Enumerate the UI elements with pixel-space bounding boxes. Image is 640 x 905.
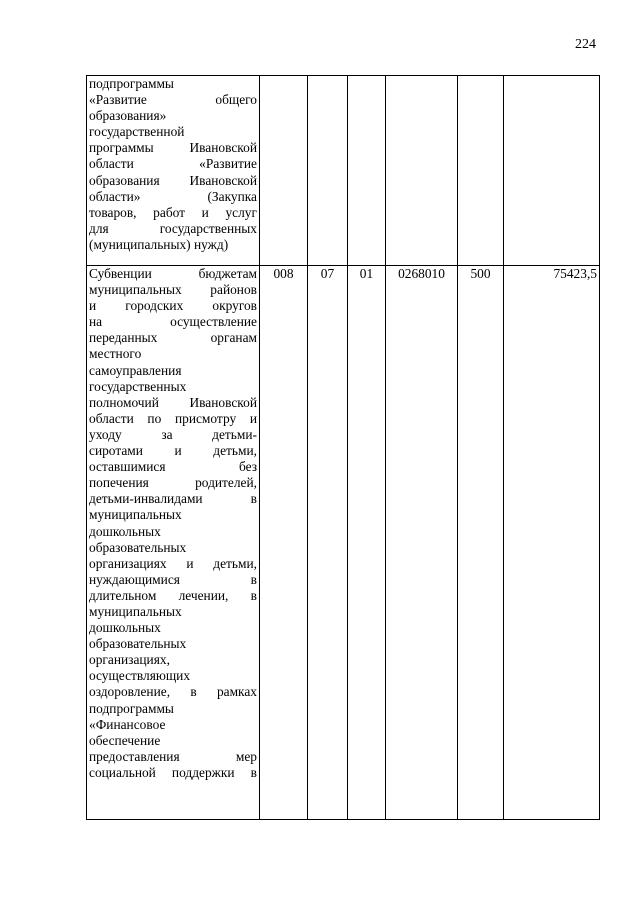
description-cell [87, 266, 260, 820]
description-line: области по присмотру и [89, 410, 257, 426]
section-code-cell: 07 [308, 266, 348, 820]
description-line: длительном лечении, в [89, 587, 257, 603]
description-line: оставшимися без [89, 459, 257, 475]
description-line: дошкольных [89, 620, 161, 636]
expense-type-cell: 500 [458, 266, 504, 820]
amount-cell [504, 76, 600, 266]
description-line: предоставления мер [89, 748, 257, 764]
subsection-code-cell: 01 [348, 266, 386, 820]
description-line: Субвенции бюджетам [89, 266, 257, 281]
description-line: самоуправления [89, 362, 182, 378]
table-row [87, 266, 600, 820]
description-line: области «Развитие [89, 156, 257, 172]
target-article-cell: 0268010 [386, 266, 458, 820]
section-code-cell [308, 76, 348, 266]
subsection-code-cell [348, 76, 386, 266]
description-line: образовательных [89, 636, 187, 652]
description-line: «Финансовое [89, 716, 166, 732]
description-line: муниципальных [89, 507, 182, 523]
budget-table [86, 75, 600, 820]
description-line: нуждающимися в [89, 571, 257, 587]
target-article-cell [386, 76, 458, 266]
table-row [87, 76, 600, 266]
description-line: государственных [89, 378, 187, 394]
description-line: муниципальных [89, 603, 182, 619]
description-line: попечения родителей, [89, 475, 257, 491]
description-line: товаров, работ и услуг [89, 204, 257, 220]
description-line: образования Ивановской [89, 172, 257, 188]
description-line: организациях, [89, 652, 170, 668]
description-line: подпрограммы [89, 700, 174, 716]
description-line: области» (Закупка [89, 188, 257, 204]
description-line: образовательных [89, 539, 187, 555]
description-line: уходу за детьми- [89, 426, 257, 442]
description-line: сиротами и детьми, [89, 443, 257, 459]
description-line: муниципальных районов [89, 282, 257, 298]
description-line: местного [89, 346, 142, 362]
description-line: «Развитие общего [89, 92, 257, 108]
description-line: для государственных [89, 220, 257, 236]
ministry-code-cell [260, 76, 308, 266]
description-line: программы Ивановской [89, 140, 257, 156]
description-line: (муниципальных) нужд) [89, 236, 229, 252]
description-line: оздоровление, в рамках [89, 684, 257, 700]
description-line: государственной [89, 124, 185, 140]
description-line: образования» [89, 108, 167, 124]
page-number: 224 [575, 37, 596, 52]
expense-type-cell [458, 76, 504, 266]
description-line: обеспечение [89, 732, 161, 748]
description-line: подпрограммы [89, 76, 174, 91]
amount-cell: 75423,5 [504, 266, 600, 820]
description-line: социальной поддержки в [89, 764, 257, 780]
description-line: на осуществление [89, 314, 257, 330]
description-line: осуществляющих [89, 668, 191, 684]
description-line: полномочий Ивановской [89, 394, 257, 410]
description-line: переданных органам [89, 330, 257, 346]
description-line: детьми-инвалидами в [89, 491, 257, 507]
ministry-code-cell: 008 [260, 266, 308, 820]
description-line: дошкольных [89, 523, 161, 539]
description-cell [87, 76, 260, 266]
description-line: и городских округов [89, 298, 257, 314]
description-line: организациях и детьми, [89, 555, 257, 571]
